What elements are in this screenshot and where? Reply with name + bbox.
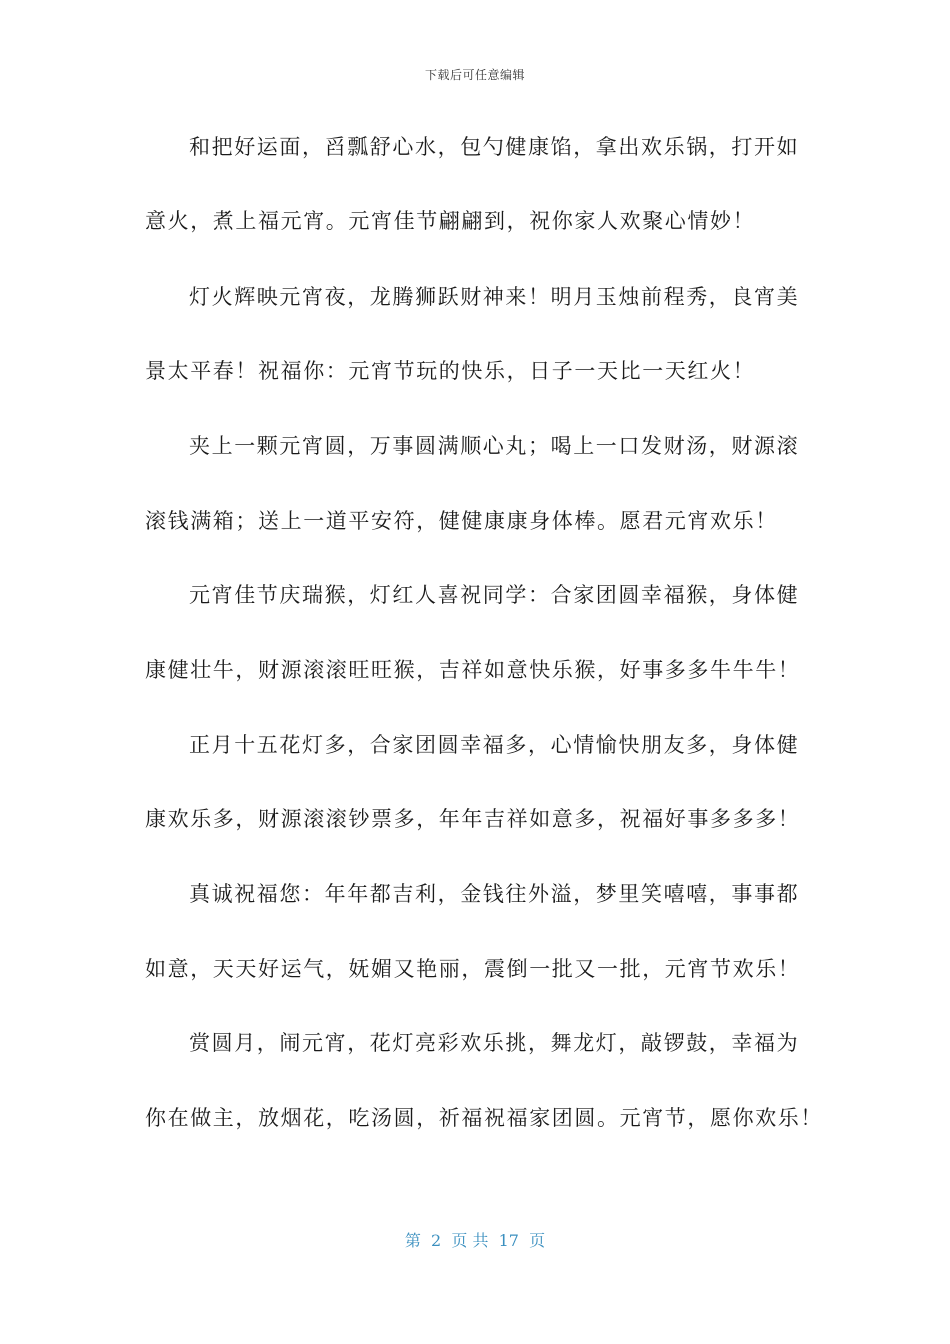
paragraph-3-line-1: 夹上一颗元宵圆，万事圆满顺心丸；喝上一口发财汤，财源滚 [189, 434, 800, 458]
paragraph-6-line-2: 如意，天天好运气，妩媚又艳丽，震倒一批又一批，元宵节欢乐！ [145, 957, 801, 981]
paragraph-5-line-1: 正月十五花灯多，合家团圆幸福多，心情愉快朋友多，身体健 [189, 733, 800, 757]
paragraph-7-line-2: 你在做主，放烟花，吃汤圆，祈福祝福家团圆。元宵节，愿你欢乐！ [145, 1106, 823, 1130]
paragraph-6-line-1: 真诚祝福您：年年都吉利，金钱往外溢，梦里笑嘻嘻，事事都 [189, 882, 800, 906]
paragraph-5-line-2: 康欢乐多，财源滚滚钞票多，年年吉祥如意多，祝福好事多多多！ [145, 807, 801, 831]
paragraph-7-line-1: 赏圆月，闹元宵，花灯亮彩欢乐挑，舞龙灯，敲锣鼓，幸福为 [189, 1031, 800, 1055]
paragraph-2-line-1: 灯火辉映元宵夜，龙腾狮跃财神来！明月玉烛前程秀，良宵美 [189, 285, 800, 309]
page-footer: 第 2 页 共 17 页 [404, 1231, 546, 1250]
paragraph-2-line-2: 景太平春！祝福你：元宵节玩的快乐，日子一天比一天红火！ [145, 359, 756, 383]
paragraph-1-line-1: 和把好运面，舀瓢舒心水，包勺健康馅，拿出欢乐锅，打开如 [189, 135, 800, 159]
paragraph-3-line-2: 滚钱满箱；送上一道平安符，健健康康身体棒。愿君元宵欢乐！ [145, 509, 778, 533]
paragraph-4-line-2: 康健壮牛，财源滚滚旺旺猴，吉祥如意快乐猴，好事多多牛牛牛！ [145, 658, 801, 682]
paragraph-1-line-2: 意火，煮上福元宵。元宵佳节翩翩到，祝你家人欢聚心情妙！ [145, 209, 756, 233]
paragraph-4-line-1: 元宵佳节庆瑞猴，灯红人喜祝同学：合家团圆幸福猴，身体健 [189, 583, 800, 607]
page-header: 下载后可任意编辑 [424, 68, 525, 82]
